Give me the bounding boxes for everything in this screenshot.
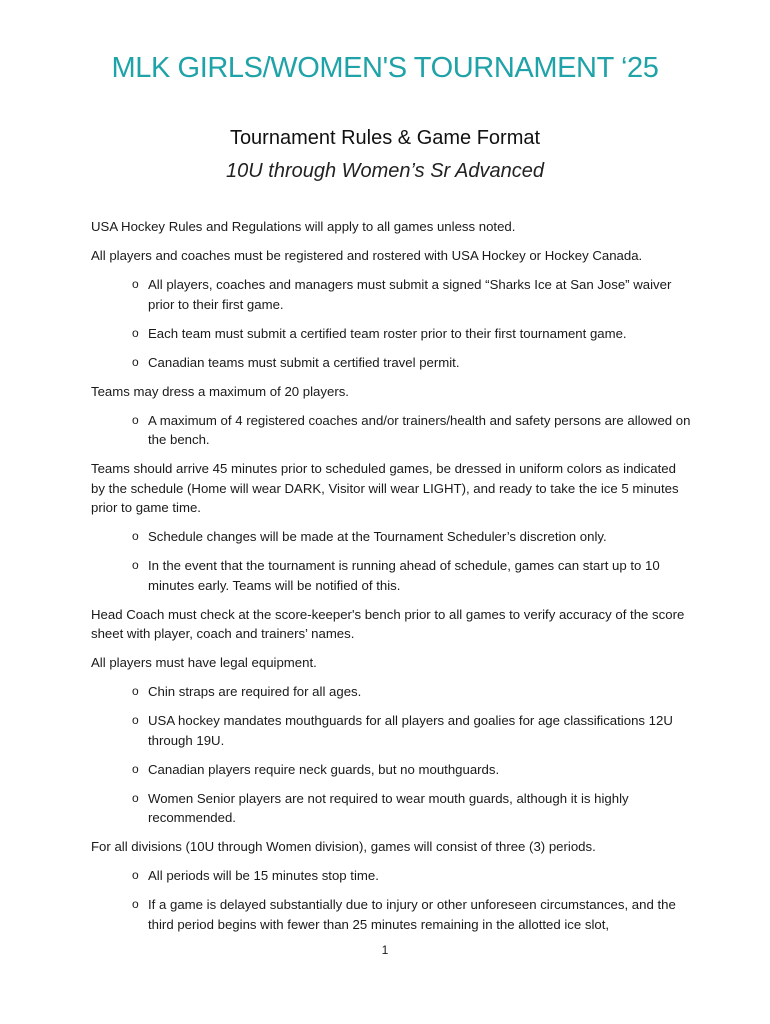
bullet-item: [132, 411, 691, 450]
bullet-item: [132, 682, 691, 702]
paragraph: [91, 382, 691, 402]
document-subsubtitle: 10U through Women’s Sr Advanced: [226, 160, 544, 182]
bullet-item: [132, 760, 691, 780]
document-title: MLK GIRLS/WOMEN'S TOURNAMENT ‘25: [111, 52, 659, 84]
bullet-item: [132, 275, 691, 314]
paragraph: [91, 459, 691, 518]
bullet-item: [132, 353, 691, 373]
bullet-text: Chin straps are required for all ages.: [148, 684, 362, 699]
bullet-item: [132, 789, 691, 828]
paragraph-text: Teams should arrive 45 minutes prior to scheduled games, be dressed in uniform colors as indicated by the schedule (Home will wear DARK, Visitor will wear LIGHT), and ready to take the ice 5 minutes prior to game time.: [91, 461, 679, 515]
bullet-item: [132, 711, 691, 750]
bullet-marker: o: [132, 713, 139, 727]
bullet-item: [132, 866, 691, 886]
bullet-marker: o: [132, 325, 139, 340]
rules-body: [91, 217, 691, 944]
bullet-text: A maximum of 4 registered coaches and/or trainers/health and safety persons are allowed on the bench.: [148, 412, 691, 447]
paragraph-text: USA Hockey Rules and Regulations will apply to all games unless noted.: [91, 219, 516, 234]
bullet-text: All players, coaches and managers must submit a signed “Sharks Ice at San Jose” waiver prior to their first game.: [148, 277, 672, 312]
bullet-marker: o: [132, 897, 139, 911]
paragraph: [91, 605, 691, 644]
bullet-marker: o: [132, 761, 139, 776]
paragraph-text: Head Coach must check at the score-keeper's bench prior to all games to verify accuracy of the score sheet with player, coach and trainers’ names.: [91, 606, 685, 641]
bullet-marker: o: [132, 277, 139, 291]
bullet-text: Women Senior players are not required to wear mouth guards, although it is highly recommended.: [148, 790, 629, 825]
paragraph-text: All players and coaches must be registered and rostered with USA Hockey or Hockey Canada.: [91, 248, 643, 263]
bullet-text: All periods will be 15 minutes stop time.: [148, 868, 379, 883]
bullet-marker: o: [132, 529, 139, 543]
paragraph-text: All players must have legal equipment.: [91, 655, 317, 670]
bullet-text: Schedule changes will be made at the Tournament Scheduler’s discretion only.: [148, 529, 607, 544]
bullet-item: [132, 527, 691, 547]
paragraph-text: Teams may dress a maximum of 20 players.: [91, 383, 349, 399]
bullet-text: If a game is delayed substantially due to injury or other unforeseen circumstances, and the third period begins with fewer than 25 minutes remaining in the allotted ice slot,: [148, 897, 676, 932]
bullet-text: Each team must submit a certified team roster prior to their first tournament game.: [148, 325, 627, 341]
bullet-text: Canadian teams must submit a certified travel permit.: [148, 354, 460, 370]
document-subtitle: Tournament Rules & Game Format: [229, 127, 541, 149]
paragraph-text: For all divisions (10U through Women division), games will consist of three (3) periods.: [91, 839, 596, 854]
bullet-item: [132, 556, 691, 595]
bullet-marker: o: [132, 684, 139, 698]
bullet-marker: o: [132, 412, 139, 427]
bullet-marker: o: [132, 354, 139, 369]
paragraph: [91, 653, 691, 673]
page-number: 1: [381, 943, 389, 957]
bullet-text: USA hockey mandates mouthguards for all players and goalies for age classifications 12U through 19U.: [148, 713, 673, 748]
bullet-marker: o: [132, 790, 139, 805]
paragraph: [91, 217, 691, 237]
paragraph: [91, 837, 691, 857]
bullet-text: In the event that the tournament is running ahead of schedule, games can start up to 10 minutes early. Teams will be notified of this.: [148, 558, 660, 593]
bullet-text: Canadian players require neck guards, but no mouthguards.: [148, 761, 500, 777]
bullet-item: [132, 895, 691, 934]
bullet-item: [132, 324, 691, 344]
paragraph: [91, 246, 691, 266]
bullet-marker: o: [132, 558, 139, 572]
bullet-marker: o: [132, 868, 139, 882]
